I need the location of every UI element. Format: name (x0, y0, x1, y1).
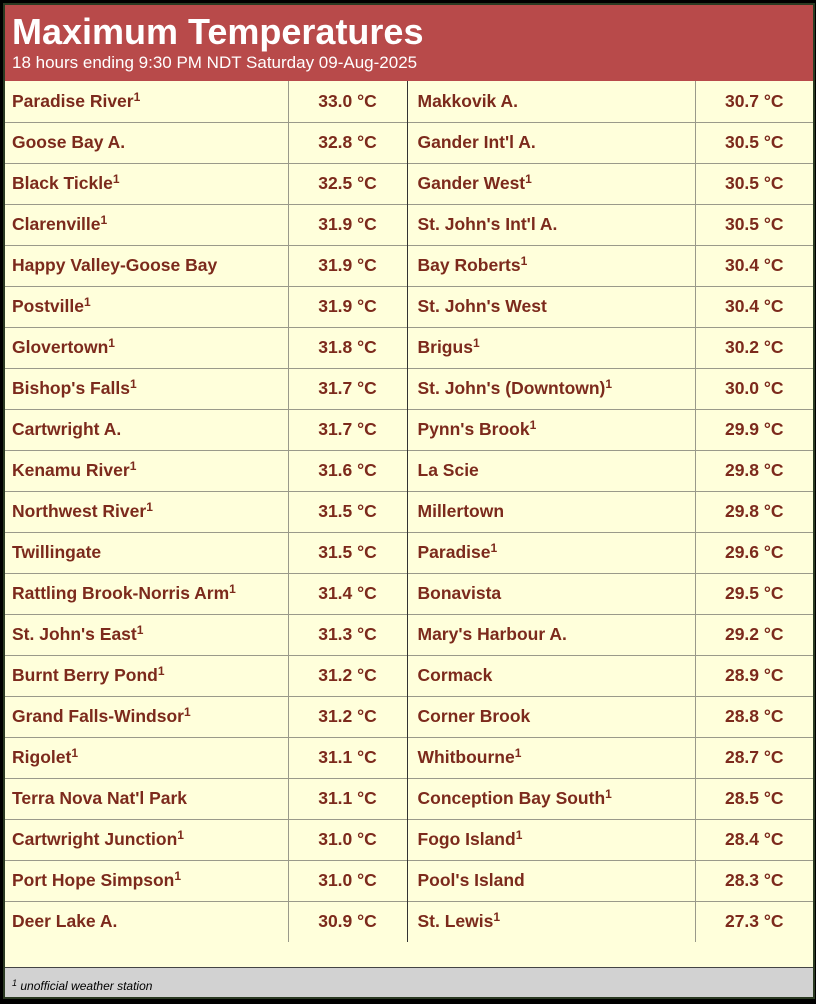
station-name-cell (5, 696, 288, 737)
station-name: Corner Brook (417, 706, 531, 726)
station-name-cell (407, 737, 695, 778)
table-row (5, 368, 813, 409)
station-name: Brigus (417, 337, 473, 357)
table-row (5, 573, 813, 614)
panel-header (5, 5, 813, 81)
station-name-cell (5, 409, 288, 450)
table-row (5, 163, 813, 204)
station-name-cell (5, 819, 288, 860)
station-name-cell (407, 286, 695, 327)
footnote-ref: 1 (129, 377, 137, 391)
station-name: Cartwright Junction (12, 829, 178, 849)
table-row (5, 532, 813, 573)
station-name-cell (5, 81, 288, 122)
station-name-cell (407, 81, 695, 122)
station-name: Gander West (417, 173, 526, 193)
station-name-cell (407, 450, 695, 491)
station-name-cell (5, 532, 288, 573)
max-temperature: 33.0 °C (288, 81, 407, 122)
max-temperature: 31.5 °C (288, 491, 407, 532)
station-name-cell (407, 614, 695, 655)
footnote-ref: 1 (71, 746, 78, 760)
station-name-cell (407, 696, 695, 737)
max-temperature: 31.2 °C (288, 696, 407, 737)
station-name: Whitbourne (417, 747, 515, 767)
max-temperature: 30.5 °C (695, 204, 813, 245)
station-name: Bonavista (417, 583, 502, 603)
station-name: Paradise River (12, 90, 134, 111)
max-temperature: 30.7 °C (695, 81, 813, 122)
station-name-cell (5, 204, 288, 245)
station-name-cell (407, 532, 695, 573)
station-name-cell (5, 327, 288, 368)
station-name: Glovertown (12, 337, 109, 357)
station-name-cell (407, 204, 695, 245)
station-name: Burnt Berry Pond (12, 665, 158, 685)
max-temperature: 29.2 °C (695, 614, 813, 655)
station-name: Gander Int'l A. (417, 132, 536, 152)
temperature-table (5, 81, 813, 942)
station-name-cell (5, 245, 288, 286)
max-temperature: 27.3 °C (695, 901, 813, 942)
max-temperature: 30.2 °C (695, 327, 813, 368)
footnote-ref: 1 (229, 582, 236, 596)
max-temperature: 30.4 °C (695, 286, 813, 327)
station-name: Pool's Island (417, 870, 525, 890)
station-name: Conception Bay South (417, 788, 606, 808)
table-row (5, 122, 813, 163)
max-temperature: 32.5 °C (288, 163, 407, 204)
station-name: Northwest River (12, 501, 147, 521)
max-temperature: 30.5 °C (695, 163, 813, 204)
station-name-cell (5, 860, 288, 901)
table-row (5, 245, 813, 286)
station-name: Postville (12, 296, 84, 316)
table-row (5, 204, 813, 245)
footnote-marker: 1 (12, 978, 18, 988)
footnote-ref: 1 (515, 828, 523, 842)
max-temperature: 31.9 °C (288, 286, 407, 327)
footnote-ref: 1 (514, 746, 522, 760)
max-temperature: 31.6 °C (288, 450, 407, 491)
table-row (5, 778, 813, 819)
max-temperature: 30.5 °C (695, 122, 813, 163)
station-name: St. John's West (417, 296, 547, 316)
max-temperature: 31.1 °C (288, 778, 407, 819)
station-name-cell (407, 491, 695, 532)
station-name: Happy Valley-Goose Bay (12, 255, 218, 275)
page-subtitle: 18 hours ending 9:30 PM NDT Saturday 09-Aug-2025 (12, 53, 418, 72)
max-temperature: 31.9 °C (288, 245, 407, 286)
max-temperature: 29.6 °C (695, 532, 813, 573)
table-row (5, 819, 813, 860)
temperature-panel (3, 3, 815, 999)
station-name: Bay Roberts (417, 255, 521, 275)
station-name: St. John's (Downtown) (417, 378, 606, 398)
station-name: Pynn's Brook (417, 419, 530, 439)
max-temperature: 30.4 °C (695, 245, 813, 286)
max-temperature: 29.8 °C (695, 491, 813, 532)
station-name-cell (5, 737, 288, 778)
max-temperature: 31.7 °C (288, 368, 407, 409)
station-name-cell (407, 409, 695, 450)
max-temperature: 31.4 °C (288, 573, 407, 614)
station-name: Clarenville (12, 214, 101, 234)
station-name: Grand Falls-Windsor (12, 706, 184, 726)
table-row (5, 81, 813, 122)
station-name-cell (407, 819, 695, 860)
station-name: Paradise (417, 542, 491, 562)
footnote-ref: 1 (129, 459, 137, 473)
max-temperature: 31.3 °C (288, 614, 407, 655)
max-temperature: 31.9 °C (288, 204, 407, 245)
station-name-cell (407, 122, 695, 163)
station-name: Makkovik A. (417, 90, 519, 111)
table-row (5, 860, 813, 901)
station-name-cell (5, 901, 288, 942)
station-name: La Scie (417, 460, 479, 480)
max-temperature: 28.4 °C (695, 819, 813, 860)
station-name-cell (5, 614, 288, 655)
max-temperature: 31.2 °C (288, 655, 407, 696)
table-row (5, 901, 813, 942)
station-name: Bishop's Falls (12, 378, 130, 398)
footnote-ref: 1 (146, 500, 153, 514)
page-title: Maximum Temperatures (12, 11, 424, 52)
station-name-cell (5, 573, 288, 614)
station-name: Rigolet (12, 747, 72, 767)
station-name: Mary's Harbour A. (417, 624, 567, 644)
max-temperature: 31.8 °C (288, 327, 407, 368)
footnote-ref: 1 (174, 869, 182, 883)
footnote-ref: 1 (177, 828, 184, 842)
footnote-ref: 1 (157, 664, 165, 678)
station-name: Goose Bay A. (12, 132, 126, 152)
station-name-cell (407, 327, 695, 368)
station-name-cell (5, 450, 288, 491)
station-name-cell (5, 778, 288, 819)
table-row (5, 614, 813, 655)
footnote-ref: 1 (183, 705, 191, 719)
table-row (5, 737, 813, 778)
station-name: Port Hope Simpson (12, 870, 175, 890)
max-temperature: 28.3 °C (695, 860, 813, 901)
max-temperature: 30.9 °C (288, 901, 407, 942)
station-name: Kenamu River (12, 460, 130, 480)
footnote-ref: 1 (472, 336, 480, 350)
footnote-ref: 1 (605, 787, 612, 801)
footnote (5, 967, 813, 997)
station-name-cell (407, 778, 695, 819)
max-temperature: 28.8 °C (695, 696, 813, 737)
table-row (5, 491, 813, 532)
max-temperature: 29.5 °C (695, 573, 813, 614)
table-row (5, 696, 813, 737)
footnote-ref: 1 (490, 541, 498, 555)
max-temperature: 28.7 °C (695, 737, 813, 778)
station-name-cell (407, 368, 695, 409)
table-row (5, 655, 813, 696)
table-row (5, 286, 813, 327)
footnote-ref: 1 (520, 254, 528, 268)
station-name-cell (407, 245, 695, 286)
max-temperature: 31.0 °C (288, 819, 407, 860)
footnote-ref: 1 (529, 418, 537, 432)
temperature-rows (5, 81, 813, 942)
table-row (5, 327, 813, 368)
station-name: Rattling Brook-Norris Arm (12, 583, 230, 603)
max-temperature: 32.8 °C (288, 122, 407, 163)
station-name: St. John's East (12, 624, 137, 644)
station-name-cell (5, 163, 288, 204)
station-name: St. John's Int'l A. (417, 214, 558, 234)
max-temperature: 30.0 °C (695, 368, 813, 409)
footnote-ref: 1 (525, 172, 532, 186)
station-name-cell (407, 655, 695, 696)
max-temperature: 28.5 °C (695, 778, 813, 819)
station-name-cell (5, 286, 288, 327)
table-row (5, 409, 813, 450)
station-name: Terra Nova Nat'l Park (12, 788, 188, 808)
station-name: Twillingate (12, 542, 102, 562)
station-name-cell (5, 122, 288, 163)
station-name: Cormack (417, 665, 493, 685)
station-name-cell (5, 655, 288, 696)
footnote-ref: 1 (605, 377, 613, 391)
station-name: Millertown (417, 501, 505, 521)
table-row (5, 450, 813, 491)
max-temperature: 31.5 °C (288, 532, 407, 573)
max-temperature: 31.0 °C (288, 860, 407, 901)
footnote-ref: 1 (108, 336, 115, 350)
footnote-ref: 1 (493, 910, 501, 925)
footnote-ref: 1 (83, 295, 91, 309)
station-name-cell (5, 491, 288, 532)
station-name: St. Lewis (417, 911, 494, 932)
footnote-ref: 1 (133, 89, 141, 104)
station-name-cell (407, 860, 695, 901)
max-temperature: 29.9 °C (695, 409, 813, 450)
max-temperature: 31.1 °C (288, 737, 407, 778)
station-name: Black Tickle (12, 173, 113, 193)
footnote-ref: 1 (136, 623, 144, 637)
footnote-ref: 1 (100, 213, 108, 227)
station-name: Cartwright A. (12, 419, 122, 439)
station-name: Deer Lake A. (12, 911, 118, 932)
station-name-cell (407, 163, 695, 204)
max-temperature: 31.7 °C (288, 409, 407, 450)
footnote-text: unofficial weather station (20, 979, 153, 993)
footnote-ref: 1 (112, 172, 120, 186)
max-temperature: 28.9 °C (695, 655, 813, 696)
max-temperature: 29.8 °C (695, 450, 813, 491)
station-name-cell (5, 368, 288, 409)
station-name-cell (407, 901, 695, 942)
station-name-cell (407, 573, 695, 614)
station-name: Fogo Island (417, 829, 516, 849)
